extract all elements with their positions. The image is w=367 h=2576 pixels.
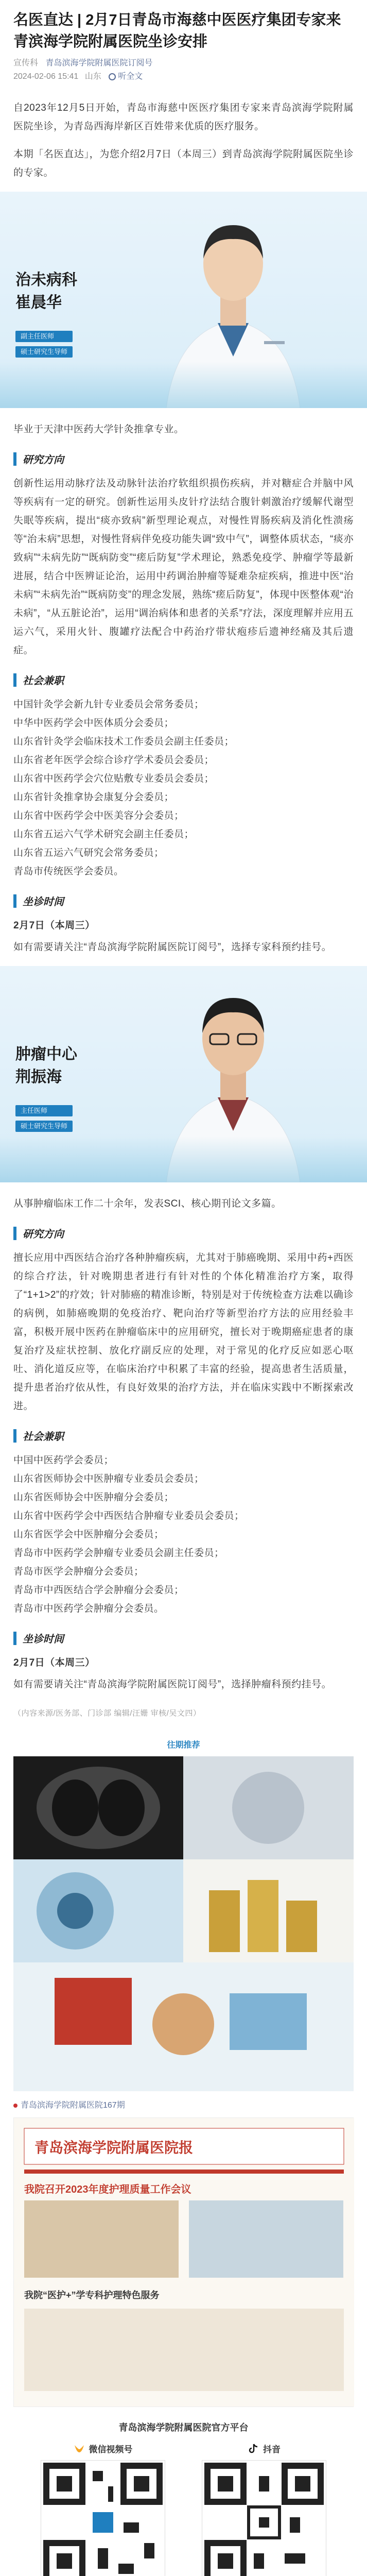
- doctor-card-2: [0, 966, 367, 1182]
- doctor-bio: 从事肿瘤临床工作二十余年，发表SCI、核心期刊论文多篇。: [13, 1198, 282, 1209]
- news-collage[interactable]: [13, 1756, 354, 2091]
- doctor-card-1: [0, 192, 367, 408]
- intro-paragraph: 本期「名医直达」，为您介绍2月7日（本周三）到青岛滨海学院附属医院坐诊的专家。: [13, 149, 354, 178]
- clinic-date: 2月7日（本周三）: [13, 1657, 95, 1668]
- newspaper-image[interactable]: [13, 2117, 354, 2407]
- article-title: 名医直达 | 2月7日青岛市海慈中医医疗集团专家来青滨海学院附属医院坐诊安排: [13, 12, 341, 50]
- research-text: 创新性运用动脉疗法及动脉针法治疗软组织损伤疾病，并对糖症合并脑中风等疾病有一定的研究。创新性运用头皮针疗法结合腹针刺激治疗缓解代谢型失眠等疾病，提出“痰亦致病”新型理论观点，对慢性胃肠疾病及消化性溃疡等“治未病”思想，对慢性肾病伴免疫功能失调“致中气”，调整体质状态，“痰亦致病”“未病先防”“既病防变”“瘥后防复”学术理论，熟悉免疫学、肿瘤学等最新进展，结合中医辨证论治，运用中药调治肿瘤等疑难杂症疾病，推进中医“治未病”“未病先治”“既病防变”的理念发展，熟练“瘥后防复”，体现中医整体观“治未病”，“从五脏论治”，运用“调治病体和患者的关系”疗法，深度理解并应用五运六气，采用火针、腹罐疗法配合中药治疗带状疱疹后遗神经痛及其后遗症。: [13, 478, 354, 656]
- newspaper-headline: 我院召开2023年度护理质量工作会议: [24, 2184, 191, 2195]
- research-text: 擅长应用中西医结合治疗各种肿瘤疾病，尤其对于肺癌晚期、采用中药+西医的综合疗法，针对晚期患者进行有针对性的个体化精准治疗方案，取得了“1+1>2”的疗效；针对肺癌的精准诊断，特别是对于传统检查方法难以确诊的病例，如肺癌晚期的免疫治疗、靶向治疗等新型治疗方法的应用经验丰富，积极开展中医药在肿瘤临床中的应用研究，擅长对于晚期癌症患者的康复治疗及症状控制、放化疗副反应的处理，对于常见的化疗反应如恶心呕吐、消化道反应等，在临床治疗中积累了丰富的经验，提高患者生活质量，提升患者治疗依从性，有良好效果的治疗方法，并在临床实践中不断探索改进。: [13, 1252, 354, 1412]
- social-item: 山东省医师协会中医肿瘤专业委员会委员；: [13, 1473, 204, 1484]
- social-item: 青岛市中医药学会肿瘤专业委员会副主任委员；: [13, 1548, 224, 1558]
- follow-title: 青岛滨海学院附属医院官方平台: [118, 2422, 249, 2433]
- social-item: 山东省五运六气学术研究会副主任委员；: [13, 829, 195, 840]
- social-item: 山东省老年医学会综合诊疗学术委员会委员；: [13, 755, 215, 766]
- doctor-dept: 肿瘤中心: [15, 1046, 77, 1063]
- clinic-time-text: 如有需要请关注“青岛滨海学院附属医院订阅号”，选择专家科预约挂号。: [13, 942, 332, 953]
- platform-card[interactable]: [197, 2442, 331, 2576]
- article-author: 宣传科: [13, 59, 39, 67]
- qr-row: [0, 2442, 367, 2576]
- qr-code: [202, 2460, 326, 2576]
- section-header: 研究方向: [13, 1226, 354, 1241]
- douyin-icon: [248, 2443, 259, 2454]
- news-collage-image: [13, 1756, 354, 2091]
- section-header: 社会兼职: [13, 672, 354, 687]
- social-item: 山东省中医药学会中医美容分会委员；: [13, 810, 184, 821]
- social-list: [13, 696, 354, 881]
- social-item: 中国中医药学会委员；: [13, 1455, 114, 1466]
- headphone-icon: [109, 73, 116, 80]
- section-header: 坐诊时间: [13, 1631, 354, 1646]
- social-item: 中国针灸学会新九针专业委员会常务委员；: [13, 699, 204, 710]
- dot-icon: [13, 2104, 18, 2108]
- social-item: 山东省针灸推拿协会康复分会委员；: [13, 792, 174, 803]
- article-location: 山东: [84, 72, 101, 81]
- archive-link[interactable]: 青岛滨海学院附属医院167期: [0, 2091, 367, 2117]
- newspaper-masthead: 青岛滨海学院附属医院报: [34, 2139, 194, 2156]
- article-meta: [0, 55, 367, 89]
- social-item: 青岛市传统医学会委员。: [13, 866, 124, 877]
- qr-code: [41, 2460, 165, 2576]
- social-item: 青岛市医学会肿瘤分会委员；: [13, 1566, 144, 1577]
- clinic-time-text: 如有需要请关注“青岛滨海学院附属医院订阅号”，选择肿瘤科预约挂号。: [13, 1679, 332, 1690]
- doctor-tag: 硕士研究生导师: [15, 1121, 73, 1132]
- section-header: 社会兼职: [13, 1428, 354, 1443]
- doctor-tag: 主任医师: [15, 1105, 73, 1116]
- section-header: 坐诊时间: [13, 893, 354, 908]
- section-header: 研究方向: [13, 451, 354, 466]
- listen-button[interactable]: 听全文: [109, 72, 143, 81]
- platform-card[interactable]: [36, 2442, 170, 2576]
- social-item: 山东省医师协会中医肿瘤分会委员；: [13, 1492, 174, 1503]
- social-item: 山东省医学会中医肿瘤分会委员；: [13, 1529, 164, 1540]
- news-header: 往期推荐: [167, 1741, 200, 1750]
- newspaper-subheadline: 我院“医护+”学专科护理特色服务: [24, 2290, 160, 2300]
- clinic-date: 2月7日（本周三）: [13, 920, 95, 931]
- doctor-dept: 治未病科: [15, 272, 77, 289]
- social-item: 山东省五运六气研究会常务委员；: [13, 848, 164, 858]
- social-item: 中华中医药学会中医体质分会委员；: [13, 718, 174, 728]
- doctor-tag: 硕士研究生导师: [15, 346, 73, 358]
- doctor-name: 荆振海: [15, 1069, 62, 1086]
- social-item: 青岛市中医药学会肿瘤分会委员。: [13, 1603, 164, 1614]
- doctor-name: 崔晨华: [15, 294, 62, 311]
- social-item: 山东省针灸学会临床技术工作委员会副主任委员；: [13, 736, 235, 747]
- newspaper-graphic: [14, 2118, 354, 2406]
- platform-label: 微信视频号: [89, 2445, 133, 2454]
- social-item: 山东省中医药学会穴位贴敷专业委员会委员；: [13, 773, 215, 784]
- article-date: 2024-02-06 15:41: [13, 72, 79, 81]
- social-item: 山东省中医药学会中西医结合肿瘤专业委员会委员；: [13, 1511, 244, 1521]
- doctor-tag: 副主任医师: [15, 331, 73, 342]
- social-item: 青岛市中西医结合学会肿瘤分会委员；: [13, 1585, 184, 1596]
- intro-paragraph: 自2023年12月5日开始，青岛市海慈中医医疗集团专家来青岛滨海学院附属医院坐诊，为青岛西海岸新区百姓带来优质的医疗服务。: [13, 103, 354, 132]
- platform-label: 抖音: [263, 2445, 281, 2454]
- credits: （内容来源/医务部、门诊部 编辑/汪姗 审核/吴文四）: [13, 1709, 201, 1718]
- wechat-channels-icon: [74, 2443, 85, 2454]
- article-source-link[interactable]: 青岛滨海学院附属医院订阅号: [45, 59, 153, 67]
- doctor-bio: 毕业于天津中医药大学针灸推拿专业。: [13, 424, 184, 435]
- social-list: [13, 1451, 354, 1618]
